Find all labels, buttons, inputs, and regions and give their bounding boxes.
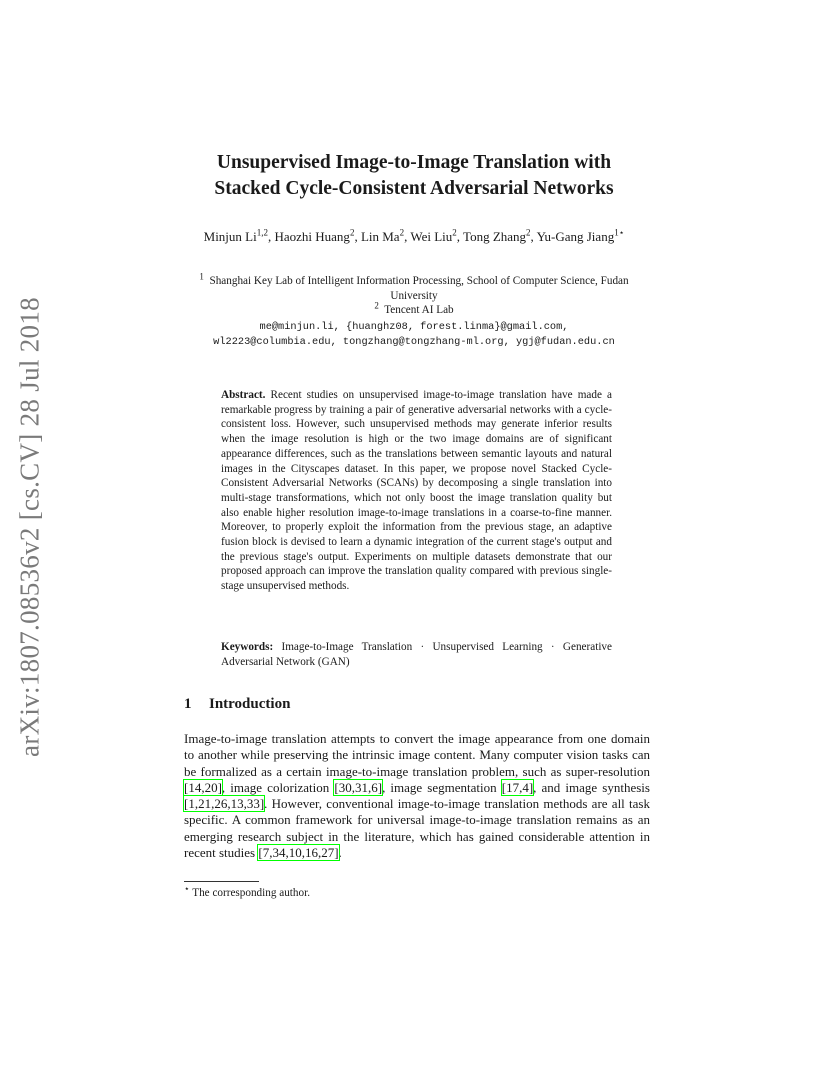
arxiv-identifier-text: arXiv:1807.08536v2 [cs.CV] 28 Jul 2018 bbox=[14, 297, 45, 757]
affiliations bbox=[180, 271, 648, 318]
section-number: 1 bbox=[184, 696, 192, 712]
section-title: Introduction bbox=[209, 696, 291, 712]
author-name: Tong Zhang bbox=[463, 229, 527, 244]
footnote bbox=[184, 883, 650, 900]
footnote-mark: ⋆ bbox=[184, 883, 190, 894]
intro-text: . bbox=[338, 845, 342, 861]
affiliation-2 bbox=[180, 300, 648, 318]
keywords bbox=[221, 640, 612, 669]
author-name: Minjun Li bbox=[203, 229, 257, 244]
paper-title bbox=[150, 150, 678, 202]
section-heading-introduction bbox=[184, 696, 290, 713]
author-affiliation-mark: 2 bbox=[349, 227, 355, 238]
intro-text: Image-to-image translation attempts to convert the image appearance from one domain to another while preserving the intrinsic image content. Many computer vision tasks can be formalized as a certain image-to-image translation problem, such as super-resolution bbox=[184, 731, 650, 779]
abstract-label: Abstract. bbox=[221, 389, 266, 401]
citation-link[interactable]: [1,21,26,13,33] bbox=[184, 796, 265, 812]
affiliation-mark: 1 bbox=[199, 271, 204, 282]
title-line-2: Stacked Cycle-Consistent Adversarial Networks bbox=[214, 178, 614, 199]
footnote-divider bbox=[184, 881, 259, 882]
citation-link[interactable]: [7,34,10,16,27] bbox=[258, 845, 339, 861]
abstract-text: Recent studies on unsupervised image-to-image translation have made a remarkable progress by training a pair of generative adversarial networks with a cycle-consistent loss. However, such unsupervised methods may generate inferior results when the image resolution is high or the two image domains are of significant appearance differences, such as the translations between semantic layouts and natural images in the Cityscapes dataset. In this paper, we propose novel Stacked Cycle-Consistent Adversarial Networks (SCANs) by decomposing a single translation into multi-stage transformations, which not only boost the image translation quality but also enable higher resolution image-to-image translations in a coarse-to-fine manner. Moreover, to properly exploit the information from the previous stage, an adaptive fusion block is devised to learn a dynamic integration of the current stage's output and the previous stage's output. Experiments on multiple datasets demonstrate that our proposed approach can improve the translation quality compared with previous single-stage unsupervised methods. bbox=[221, 389, 612, 593]
abstract bbox=[221, 388, 612, 594]
author-affiliation-mark: 1,2 bbox=[256, 227, 268, 238]
author-name: Yu-Gang Jiang bbox=[536, 229, 615, 244]
intro-text: . However, conventional image-to-image translation methods are all task specific. A common framework for universal image-to-image translation remains as an emerging research subject in the literature, which has gained considerable attention in recent studies bbox=[184, 796, 650, 861]
footnote-text: The corresponding author. bbox=[192, 887, 310, 899]
author-affiliation-mark: 2 bbox=[399, 227, 405, 238]
keywords-text: Image-to-Image Translation · Unsupervised Learning · Generative Adversarial Network (GAN) bbox=[221, 641, 612, 668]
intro-text: , image colorization bbox=[221, 779, 335, 795]
author-affiliation-mark: 2 bbox=[452, 227, 457, 238]
author-list: Minjun Li$^{1,2}$, Haozhi Huang$^2$, Lin Ma$^2$, Wei Liu$^2$, Tong Zhang$^2$, Yu-Gang Jiang$^{1⋆}$ bbox=[203, 227, 625, 244]
author-affiliation-mark: 2 bbox=[526, 227, 531, 238]
title-line-1: Unsupervised Image-to-Image Translation with bbox=[216, 152, 612, 173]
keywords-label: Keywords: bbox=[221, 641, 274, 653]
citation-link[interactable]: [30,31,6] bbox=[334, 779, 383, 795]
email-line-2: wl2223@columbia.edu, tongzhang@tongzhang-ml.org, ygj@fudan.edu.cn bbox=[213, 336, 615, 348]
citation-link[interactable]: [14,20] bbox=[184, 779, 222, 795]
author-emails bbox=[160, 320, 668, 350]
introduction-paragraph bbox=[184, 731, 650, 861]
affiliation-text: Tencent AI Lab bbox=[384, 304, 454, 316]
author-name: Wei Liu bbox=[410, 229, 453, 244]
affiliation-mark: 2 bbox=[374, 300, 379, 311]
affiliation-text: Shanghai Key Lab of Intelligent Information Processing, School of Computer Science, Fudan University bbox=[209, 275, 629, 302]
email-line-1: me@minjun.li, {huanghz08, forest.linma}@gmail.com, bbox=[259, 321, 569, 333]
author-affiliation-mark: 1⋆ bbox=[614, 227, 625, 238]
intro-text: , and image synthesis bbox=[533, 779, 650, 795]
citation-link[interactable]: [17,4] bbox=[501, 779, 534, 795]
intro-text: , image segmentation bbox=[382, 779, 502, 795]
author-name: Lin Ma bbox=[360, 229, 400, 244]
affiliation-1 bbox=[180, 271, 648, 303]
author-name: Haozhi Huang bbox=[274, 229, 350, 244]
